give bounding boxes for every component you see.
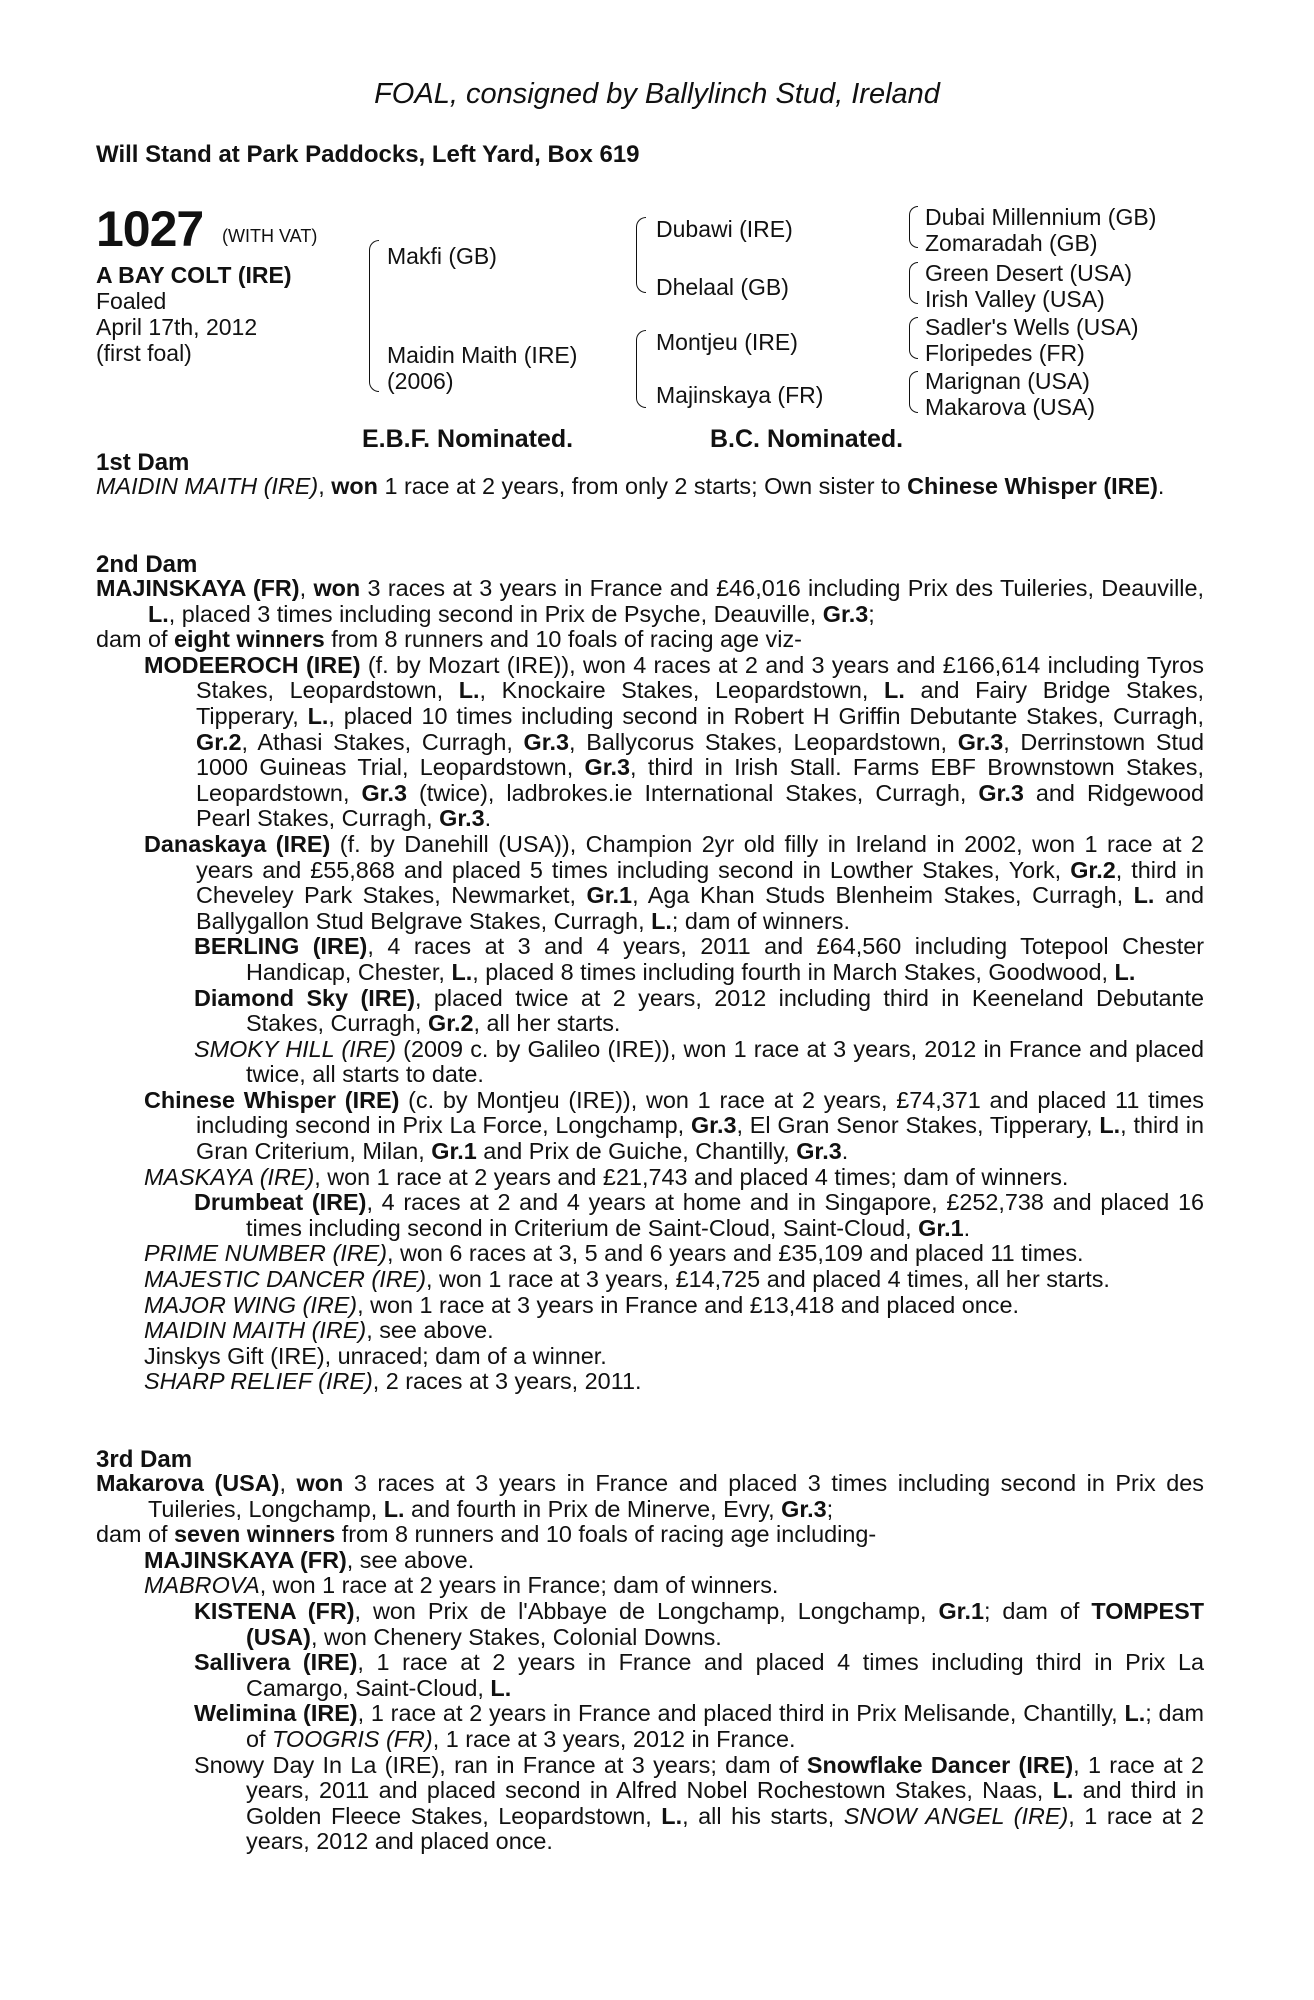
produce-majinskaya: MAJINSKAYA (FR), see above. xyxy=(144,1546,475,1573)
produce-smoky-hill: SMOKY HILL (IRE) (2009 c. by Galileo (IRE)), won 1 race at 3 years, 2012 in France and placed twice, all starts to date. xyxy=(194,1035,1204,1088)
second-dam-entry: MAJINSKAYA (FR), won 3 races at 3 years in France and £46,016 including Prix des Tuileries, Deauville, L., placed 3 times including second in Prix de Psyche, Deauville, Gr.3; xyxy=(96,575,1205,627)
sire-dam: Dhelaal (GB) xyxy=(656,274,789,300)
brace-g1 xyxy=(909,206,918,248)
produce-majestic-dancer: MAJESTIC DANCER (IRE), won 1 race at 3 years, £14,725 and placed 4 times, all her starts. xyxy=(144,1266,1110,1293)
great-granddam-4: Irish Valley (USA) xyxy=(925,286,1105,312)
great-granddam-2: Zomaradah (GB) xyxy=(925,230,1098,256)
produce-chinese-whisper: Chinese Whisper (IRE) (c. by Montjeu (IRE)), won 1 race at 2 years, £74,371 and placed 11 times including second in Prix La Force, Longchamp, Gr.3, El Gran Senor Stakes, Tipperary, L., third in Gran Criterium, Milan, Gr.1 and Prix de Guiche, Chantilly, Gr.3. xyxy=(144,1086,1204,1165)
first-dam-entry: MAIDIN MAITH (IRE), won 1 race at 2 years, from only 2 starts; Own sister to Chinese Whisper (IRE). xyxy=(96,473,1165,499)
first-dam-section xyxy=(96,474,1204,500)
second-dam-section xyxy=(96,576,1204,1395)
sire-sire: Dubawi (IRE) xyxy=(656,216,793,242)
produce-jinskys-gift: Jinskys Gift (IRE), unraced; dam of a winner. xyxy=(144,1342,607,1369)
third-dam-entry: Makarova (USA), won 3 races at 3 years in France and placed 3 times including second in Prix des Tuileries, Longchamp, L. and fourth in Prix de Minerve, Evry, Gr.3; xyxy=(96,1470,1204,1522)
dam-sire: Montjeu (IRE) xyxy=(656,329,798,355)
brace-sire-dam xyxy=(369,240,379,392)
brace-g3 xyxy=(909,317,918,359)
produce-major-wing: MAJOR WING (IRE), won 1 race at 3 years in France and £13,418 and placed once. xyxy=(144,1291,1019,1318)
brace-g4 xyxy=(909,371,918,413)
produce-maskaya: MASKAYA (IRE), won 1 race at 2 years and £21,743 and placed 4 times; dam of winners. xyxy=(144,1163,1069,1190)
brace-dam-line xyxy=(636,330,646,408)
great-grandsire-3: Green Desert (USA) xyxy=(925,260,1133,286)
great-grandsire-5: Sadler's Wells (USA) xyxy=(925,314,1139,340)
ebf-nominated: E.B.F. Nominated. xyxy=(362,425,574,453)
produce-modeeroch: MODEEROCH (IRE) (f. by Mozart (IRE)), won 4 races at 2 and 3 years and £166,614 including Tyros Stakes, Leopardstown, L., Knockaire Stakes, Leopardstown, L. and Fairy Bridge Stakes, Tipperary, L., placed 10 times including second in Robert H Griffin Debutante Stakes, Curragh, Gr.2, Athasi Stakes, Curragh, Gr.3, Ballycorus Stakes, Leopardstown, Gr.3, Derrinstown Stud 1000 Guineas Trial, Leopardstown, Gr.3, third in Irish Stall. Farms EBF Brownstown Stakes, Leopardstown, Gr.3 (twice), ladbrokes.ie International Stakes, Curragh, Gr.3 and Ridgewood Pearl Stakes, Curragh, Gr.3. xyxy=(144,651,1205,832)
produce-drumbeat: Drumbeat (IRE), 4 races at 2 and 4 years at home and in Singapore, £252,738 and placed 16 times including second in Criterium de Saint-Cloud, Saint-Cloud, Gr.1. xyxy=(194,1189,1204,1241)
sire: Makfi (GB) xyxy=(387,243,497,269)
dam-year: (2006) xyxy=(387,368,454,394)
produce-berling: BERLING (IRE), 4 races at 3 and 4 years, 2011 and £64,560 including Totepool Chester Handicap, Chester, L., placed 8 times including fourth in March Stakes, Goodwood, L. xyxy=(194,933,1204,985)
produce-snowy-day: Snowy Day In La (IRE), ran in France at 3 years; dam of Snowflake Dancer (IRE), 1 race at 2 years, 2011 and placed second in Alfred Nobel Rochestown Stakes, Naas, L. and third in Golden Fleece Stakes, Leopardstown, L., all his starts, SNOW ANGEL (IRE), 1 race at 2 years, 2012 and placed once. xyxy=(194,1751,1204,1855)
produce-sallivera: Sallivera (IRE), 1 race at 2 years in France and placed 4 times including third in Prix La Camargo, Saint-Cloud, L. xyxy=(194,1649,1205,1701)
brace-g2 xyxy=(909,262,918,304)
dam: Maidin Maith (IRE) xyxy=(387,342,578,368)
produce-prime-number: PRIME NUMBER (IRE), won 6 races at 3, 5 and 6 years and £35,109 and placed 11 times. xyxy=(144,1240,1084,1267)
first-dam-heading: 1st Dam xyxy=(96,449,190,476)
bc-nominated: B.C. Nominated. xyxy=(710,425,904,453)
lot-name: A BAY COLT (IRE) xyxy=(96,262,292,288)
foaled-date: April 17th, 2012 xyxy=(96,314,258,340)
vat-label: (WITH VAT) xyxy=(222,226,318,246)
consignment-title: FOAL, consigned by Ballylinch Stud, Ireland xyxy=(374,78,940,110)
lot-number: 1027 xyxy=(96,201,204,257)
produce-kistena: KISTENA (FR), won Prix de l'Abbaye de Longchamp, Longchamp, Gr.1; dam of TOMPEST (USA), won Chenery Stakes, Colonial Downs. xyxy=(194,1597,1204,1650)
second-dam-heading: 2nd Dam xyxy=(96,551,198,578)
great-grandsire-7: Marignan (USA) xyxy=(925,368,1090,394)
produce-mabrova: MABROVA, won 1 race at 2 years in France; dam of winners. xyxy=(144,1572,779,1599)
third-dam-produce-line: dam of seven winners from 8 runners and 10 foals of racing age including- xyxy=(96,1521,877,1548)
lot-info xyxy=(96,262,292,366)
dam-dam: Majinskaya (FR) xyxy=(656,382,824,408)
foal-note: (first foal) xyxy=(96,340,192,366)
produce-danaskaya: Danaskaya (IRE) (f. by Danehill (USA)), Champion 2yr old filly in Ireland in 2002, won 1 race at 2 years and £55,868 and placed 5 times including second in Lowther Stakes, York, Gr.2, third in Cheveley Park Stakes, Newmarket, Gr.1, Aga Khan Studs Blenheim Stakes, Curragh, L. and Ballygallon Stud Belgrave Stakes, Curragh, L.; dam of winners. xyxy=(144,830,1204,934)
foaled-label: Foaled xyxy=(96,288,167,314)
third-dam-heading: 3rd Dam xyxy=(96,1446,193,1473)
stand-location: Will Stand at Park Paddocks, Left Yard, Box 619 xyxy=(96,141,640,168)
produce-maidin-maith: MAIDIN MAITH (IRE), see above. xyxy=(144,1317,494,1344)
great-granddam-8: Makarova (USA) xyxy=(925,394,1095,420)
second-dam-produce-line: dam of eight winners from 8 runners and 10 foals of racing age viz- xyxy=(96,626,802,653)
third-dam-section xyxy=(96,1471,1204,1855)
great-grandsire-1: Dubai Millennium (GB) xyxy=(925,204,1157,230)
produce-diamond-sky: Diamond Sky (IRE), placed twice at 2 years, 2012 including third in Keeneland Debutante Stakes, Curragh, Gr.2, all her starts. xyxy=(194,984,1204,1037)
produce-sharp-relief: SHARP RELIEF (IRE), 2 races at 3 years, 2011. xyxy=(144,1368,642,1395)
produce-welimina: Welimina (IRE), 1 race at 2 years in France and placed third in Prix Melisande, Chantilly, L.; dam of TOOGRIS (FR), 1 race at 3 years, 2012 in France. xyxy=(194,1700,1205,1752)
great-granddam-6: Floripedes (FR) xyxy=(925,340,1085,366)
brace-sire-line xyxy=(636,217,646,293)
